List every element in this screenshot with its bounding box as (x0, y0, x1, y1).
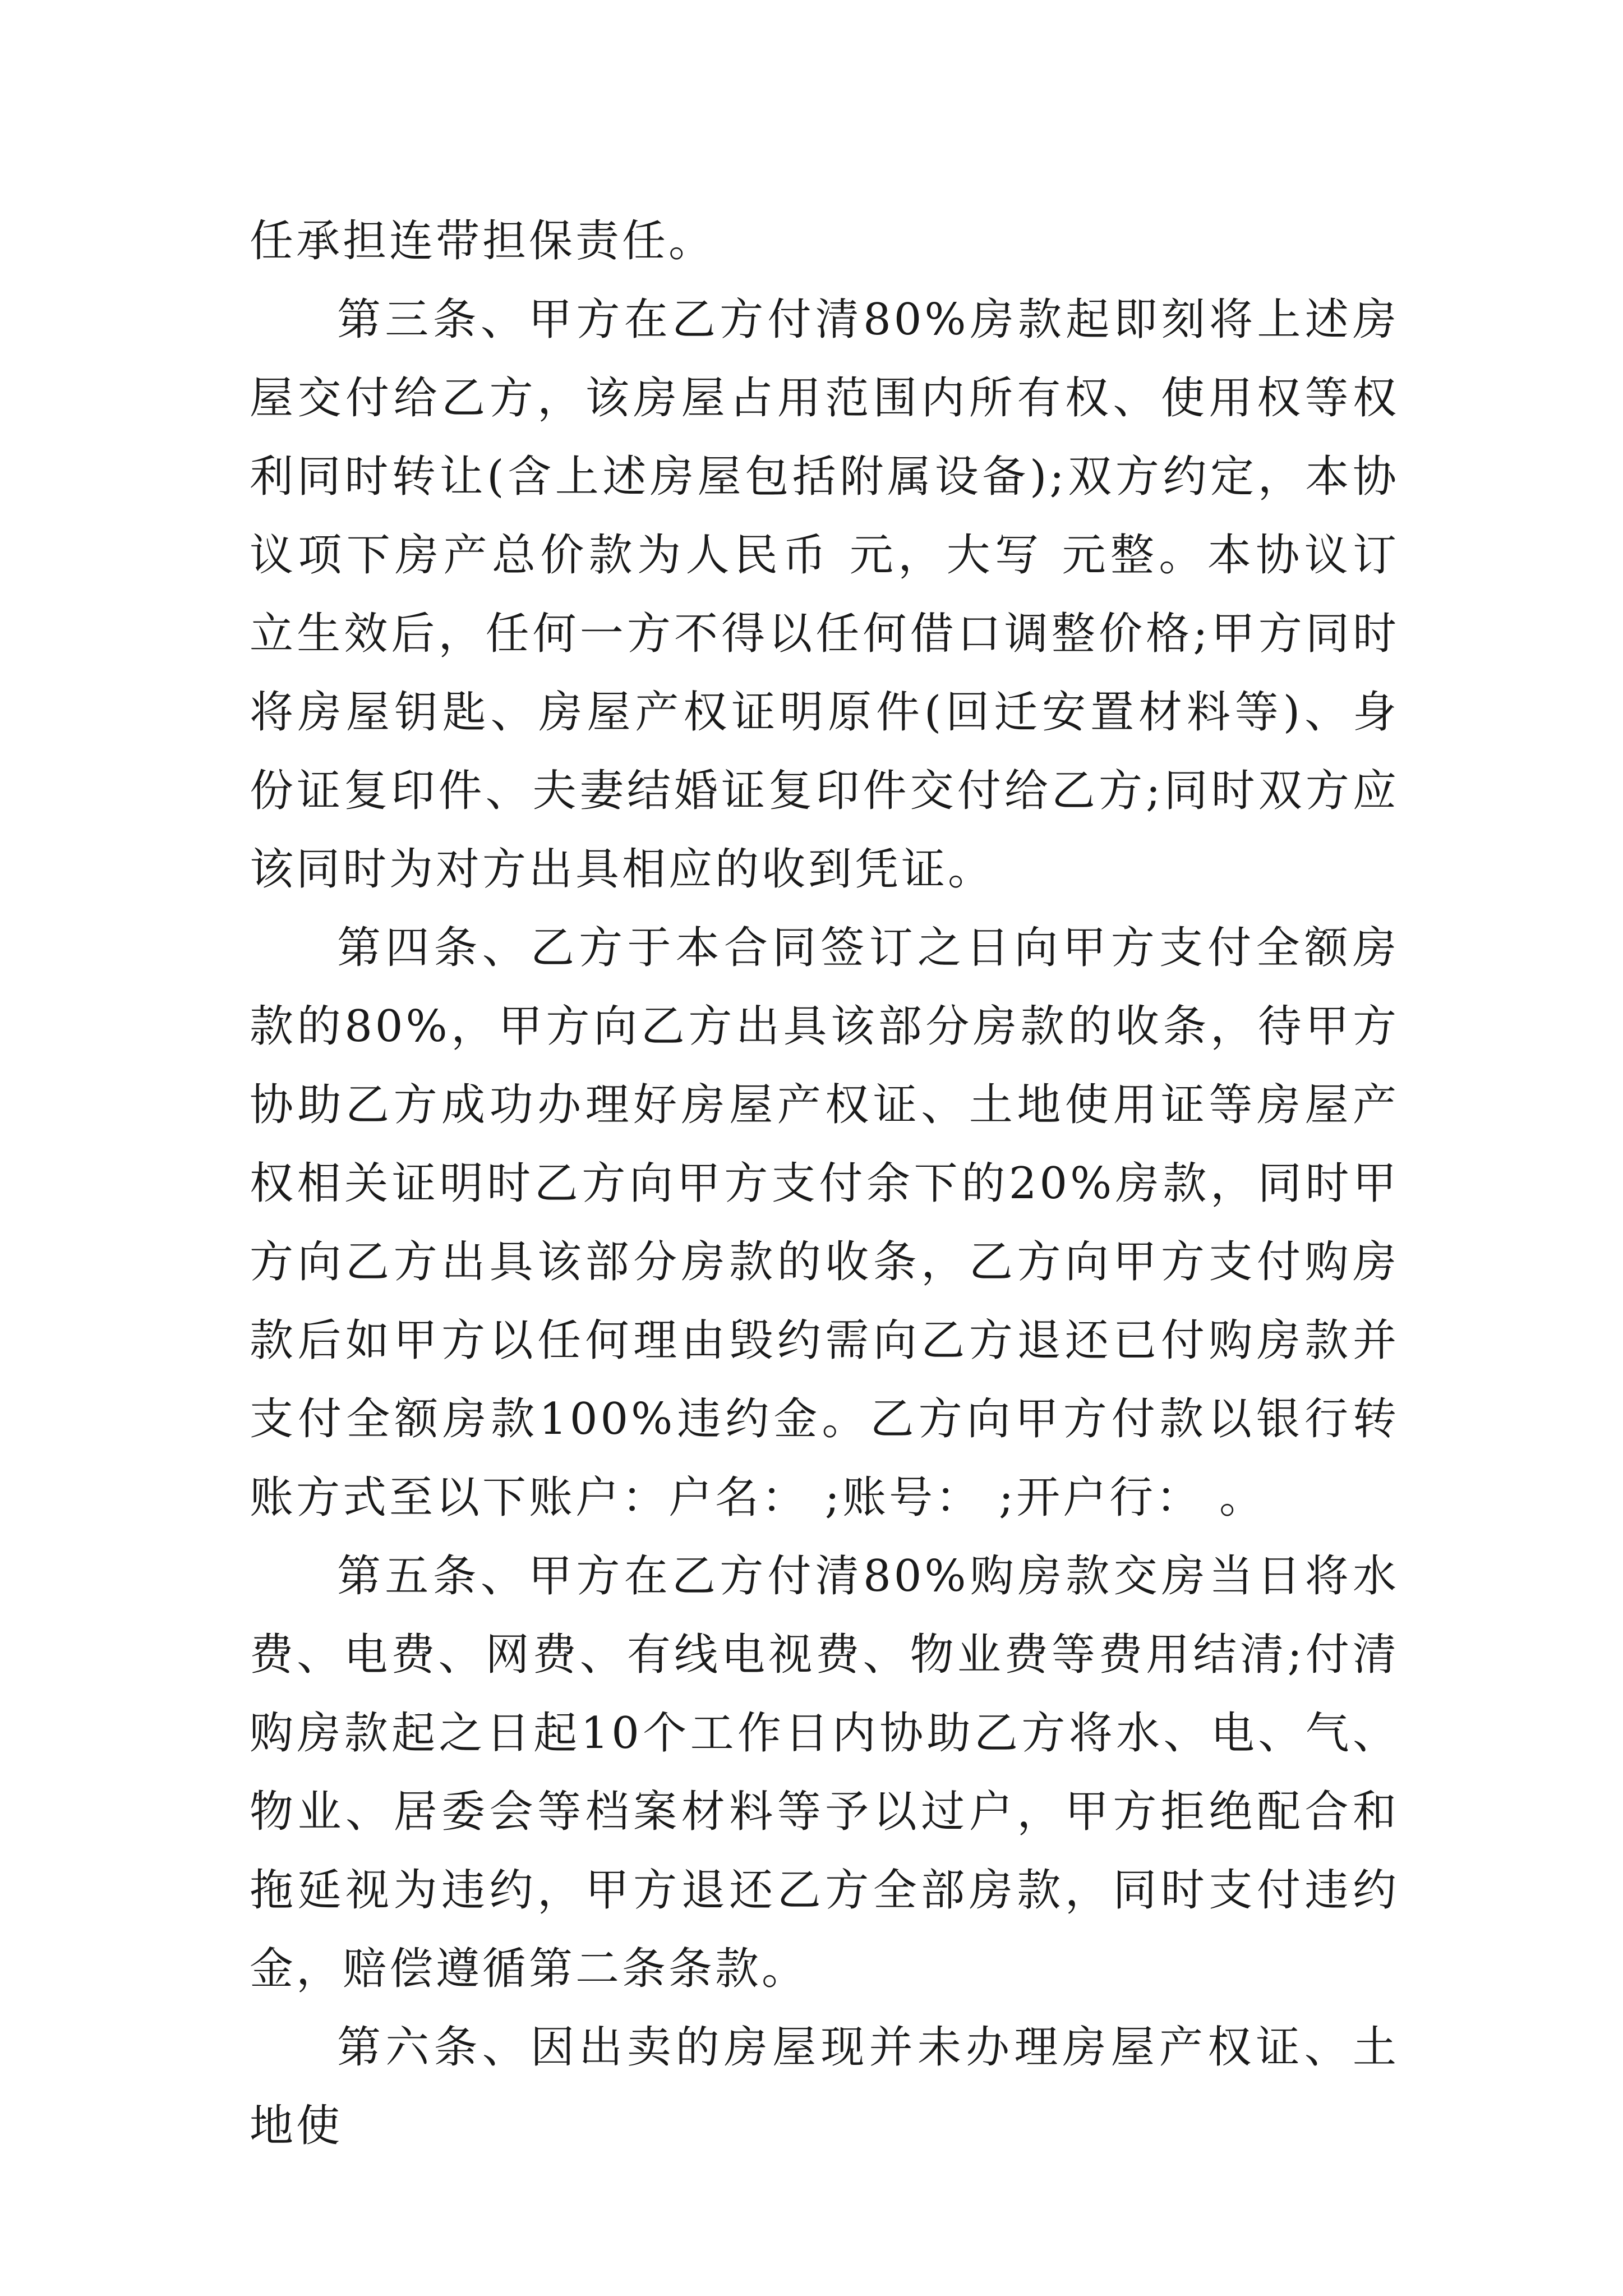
paragraph-article-3: 第三条、甲方在乙方付清80%房款起即刻将上述房屋交付给乙方，该房屋占用范围内所有权、使用权等权利同时转让(含上述房屋包括附属设备);双方约定，本协议项下房产总价款为人民币 元，大写 元整。本协议订立生效后，任何一方不得以任何借口调整价格;甲方同时将房屋钥匙、房屋产权证明原件(回迁安置材料等)、身份证复印件、夫妻结婚证复印件交付给乙方;同时双方应该同时为对方出具相应的收到凭证。 (250, 295, 1399, 895)
document-body (250, 202, 1399, 2165)
paragraph-article-4: 第四条、乙方于本合同签订之日向甲方支付全额房款的80%，甲方向乙方出具该部分房款的收条，待甲方协助乙方成功办理好房屋产权证、土地使用证等房屋产权相关证明时乙方向甲方支付余下的20%房款，同时甲方向乙方出具该部分房款的收条，乙方向甲方支付购房款后如甲方以任何理由毁约需向乙方退还已付购房款并 支付全额房款100%违约金。乙方向甲方付款以银行转账方式至以下账户：户名： ;账号： ;开户行： 。 (250, 923, 1399, 1523)
paragraph-continuation: 任承担连带担保责任。 (250, 216, 716, 266)
paragraph-article-6: 第六条、因出卖的房屋现并未办理房屋产权证、土地使 (250, 2022, 1399, 2151)
paragraph-article-5: 第五条、甲方在乙方付清80%购房款交房当日将水费、电费、网费、有线电视费、物业费等费用结清;付清购房款起之日起10个工作日内协助乙方将水、电、气、物业、居委会等档案材料等予以过户，甲方拒绝配合和拖延视为违约，甲方退还乙方全部房款，同时支付违约金，赔偿遵循第二条条款。 (250, 1551, 1399, 1994)
